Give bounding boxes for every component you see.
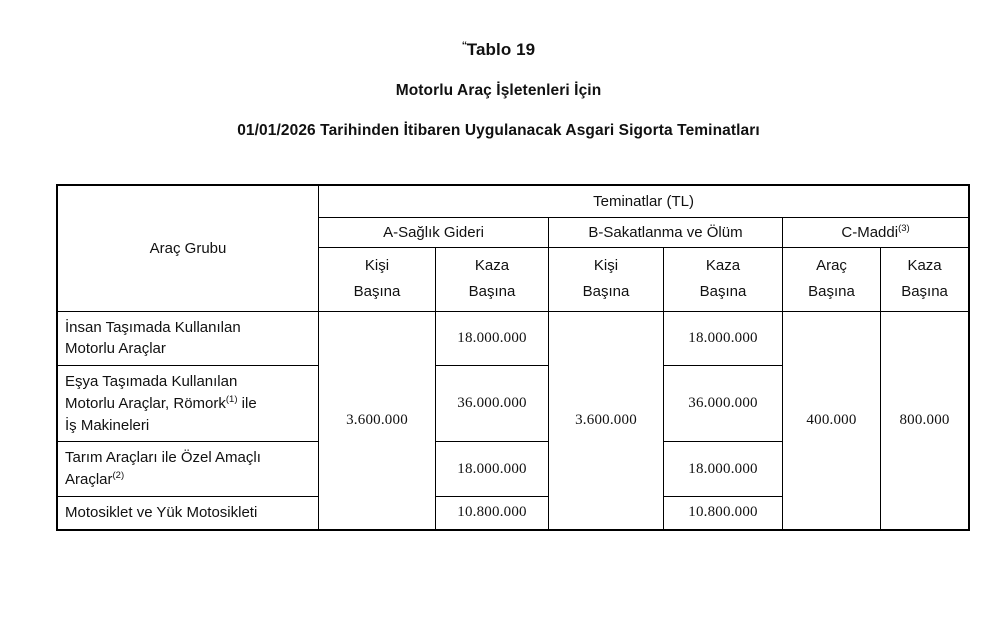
row-label-esya-tasimada: [58, 366, 319, 442]
table-header-row-1: [58, 186, 969, 218]
subheader-b-kaza-line1: Kaza: [705, 257, 741, 274]
subheader-a-kaza-line1: Kaza: [474, 257, 510, 274]
value-a-kisi-basina-text: 3.600.000: [346, 411, 408, 428]
row-label-line-2-tail: ile: [237, 394, 257, 412]
row-label-line-1: Motosiklet ve Yük Motosikleti: [65, 503, 258, 521]
subheader-b-kaza-line2: Başına: [699, 283, 747, 301]
subheader-c-kaza-line2: Başına: [901, 283, 948, 301]
header-group-saglik-gideri-label: A-Sağlık Gideri: [383, 224, 484, 241]
row-label-line-1: İnsan Taşımada Kullanılan: [65, 318, 241, 336]
value-c-kaza-basina-text: 800.000: [899, 411, 950, 428]
subheader-a-kisi-basina: [319, 248, 436, 312]
value-b-kisi-basina-merged: [549, 311, 664, 529]
value-a-kaza-basina-row4: 10.800.000: [436, 496, 549, 529]
value-a-kaza-basina-row2: 36.000.000: [436, 366, 549, 442]
subheader-a-kisi-line2: Başına: [353, 283, 401, 301]
row-label-line-2: Motorlu Araçlar: [65, 340, 166, 358]
opening-quote-mark: “: [461, 40, 467, 52]
value-b-kaza-basina-row4: 10.800.000: [664, 496, 783, 529]
subheader-b-kisi-line1: Kişi: [593, 257, 619, 274]
subheader-b-kisi-basina: [549, 248, 664, 312]
row-label-footnote-2: (2): [112, 470, 125, 481]
value-b-kisi-basina-text: 3.600.000: [575, 411, 637, 428]
row-label-footnote-1: (1): [225, 393, 238, 405]
value-a-kaza-basina-row1: 18.000.000: [436, 311, 549, 366]
row-label-line-2-main: Araçlar: [65, 471, 113, 488]
document-headings: [0, 40, 997, 140]
row-label-tarim-araclari: [58, 442, 319, 497]
header-arac-grubu-label: Araç Grubu: [149, 239, 227, 257]
table-row: [58, 311, 969, 366]
row-label-line-2-main: Motorlu Araçlar, Römork: [65, 394, 226, 412]
subtitle-line-2: 01/01/2026 Tarihinden İtibaren Uygulanacak Asgari Sigorta Teminatları: [237, 122, 760, 139]
subheader-c-arac-basina: [783, 248, 881, 312]
page-title-text: Tablo 19: [466, 40, 536, 59]
value-b-kaza-basina-row2: 36.000.000: [664, 366, 783, 442]
header-group-saglik-gideri: [319, 218, 549, 248]
subheader-b-kisi-line2: Başına: [582, 283, 630, 301]
row-label-motosiklet: [58, 496, 319, 529]
subheader-a-kaza-basina: [436, 248, 549, 312]
row-label-line-1: Eşya Taşımada Kullanılan: [65, 373, 238, 390]
insurance-guarantees-table-wrapper: [57, 185, 968, 530]
subheader-b-kaza-basina: [664, 248, 783, 312]
value-b-kaza-basina-row3: 18.000.000: [664, 442, 783, 497]
header-group-maddi-sup: (3): [898, 223, 910, 234]
header-group-sakatlanma-olum-label: B-Sakatlanma ve Ölüm: [588, 224, 743, 241]
row-label-line-2: [65, 393, 314, 415]
value-b-kaza-basina-row1: 18.000.000: [664, 311, 783, 366]
header-group-sakatlanma-olum: [549, 218, 783, 248]
header-teminatlar-label: Teminatlar (TL): [593, 193, 694, 210]
row-label-line-3: İş Makineleri: [65, 416, 150, 434]
subheader-c-kaza-basina: [881, 248, 969, 312]
subtitle-line-1: Motorlu Araç İşletenleri İçin: [395, 82, 602, 99]
subheader-c-arac-line1: Araç: [816, 257, 847, 274]
subheader-a-kaza-line2: Başına: [468, 283, 516, 301]
page-title: [0, 40, 997, 60]
header-group-maddi: [783, 218, 969, 248]
value-c-arac-basina-text: 400.000: [806, 411, 857, 428]
subheader-a-kisi-line1: Kişi: [364, 257, 390, 274]
value-a-kisi-basina-merged: [319, 311, 436, 529]
value-c-kaza-basina-merged: [881, 311, 969, 529]
header-group-maddi-label: C-Maddi: [841, 224, 899, 241]
insurance-guarantees-table: [57, 185, 969, 530]
row-label-line-1: Tarım Araçları ile Özel Amaçlı: [65, 449, 261, 467]
row-label-insan-tasimada: [58, 311, 319, 366]
subheader-c-kaza-line1: Kaza: [907, 257, 942, 274]
row-label-line-2: [65, 469, 314, 491]
value-a-kaza-basina-row3: 18.000.000: [436, 442, 549, 497]
subheader-c-arac-line2: Başına: [808, 283, 855, 301]
header-teminatlar: [319, 186, 969, 218]
value-c-arac-basina-merged: [783, 311, 881, 529]
header-arac-grubu: [58, 186, 319, 312]
